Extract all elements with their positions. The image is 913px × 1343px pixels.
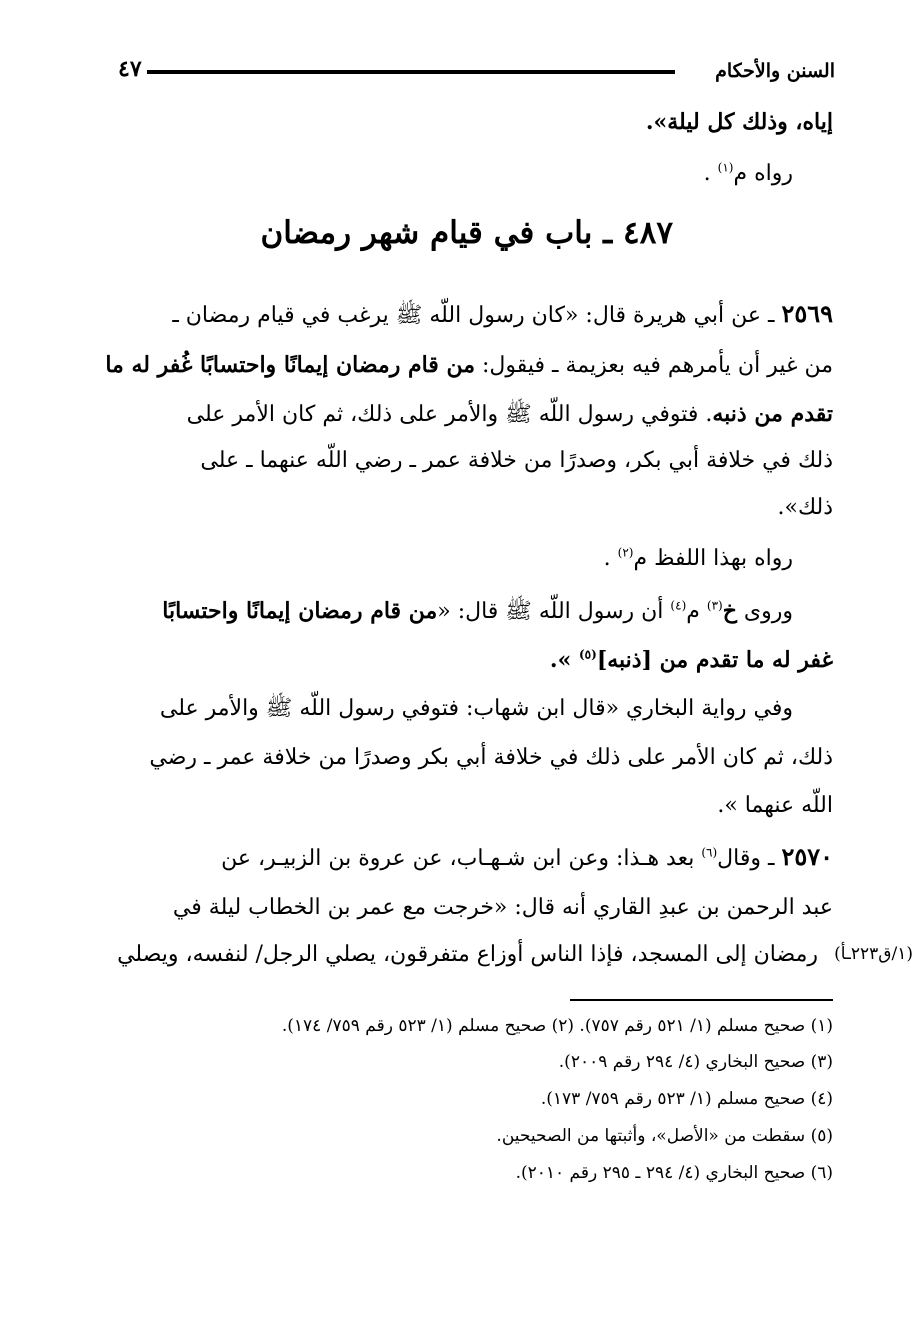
hadith-2570-line-2: عبد الرحمن بن عبدِ القاري أنه قال: «خرجت مع عمر بن الخطاب ليلة في: [172, 895, 833, 920]
footnote: (٥) سقطت من «الأصل»، وأثبتها من الصحيحين.: [496, 1126, 833, 1146]
footnote: (٣) صحيح البخاري (٤/ ٢٩٤ رقم ٢٠٠٩).: [558, 1052, 833, 1072]
footnote: (٤) صحيح مسلم (١/ ٥٢٣ رقم ٧٥٩/ ١٧٣).: [540, 1089, 833, 1109]
hadith-2570-line-3: رمضان إلى المسجد، فإذا الناس أوزاع متفرقون، يصلي الرجل/ لنفسه، ويصلي: [117, 942, 818, 967]
continuation-line: إياه، وذلك كل ليلة».: [645, 109, 833, 135]
narration-note: رواه بهذا اللفظ م$^{(٢)}$ .: [603, 545, 793, 571]
header-rule: [147, 70, 675, 74]
footnote: (٦) صحيح البخاري (٤/ ٢٩٤ ـ ٢٩٥ رقم ٢٠١٠).: [515, 1163, 833, 1183]
hadith-2569-line-3: تقدم من ذنبه. فتوفي رسول اللّه ﷺ والأمر على ذلك، ثم كان الأمر على: [186, 401, 833, 427]
manuscript-folio-marker: (١/ق٢٢٣ـأ): [834, 944, 913, 964]
hadith-number: ٢٥٧٠: [781, 842, 833, 871]
hadith-2569-line-5: ذلك».: [777, 495, 833, 520]
also-narrated-line-1: وروى خ$^{(٣)}$ م$^{(٤)}$ أن رسول اللّه ﷺ قال: «من قام رمضان إيمانًا واحتسابًا: [162, 598, 793, 624]
chapter-heading: ٤٨٧ ـ باب في قيام شهر رمضان: [260, 215, 673, 251]
bukhari-variant-line-2: ذلك، ثم كان الأمر على ذلك في خلافة أبي بكر وصدرًا من خلافة عمر ـ رضي: [149, 745, 833, 770]
hadith-2569-line-2: من غير أن يأمرهم فيه بعزيمة ـ فيقول: من قام رمضان إيمانًا واحتسابًا غُفر له ما: [105, 352, 833, 378]
hadith-2569-line-1: ٢٥٦٩ ـ عن أبي هريرة قال: «كان رسول اللّه ﷺ يرغب في قيام رمضان ـ: [172, 299, 833, 328]
bukhari-variant-line-1: وفي رواية البخاري «قال ابن شهاب: فتوفي رسول اللّه ﷺ والأمر على: [159, 696, 793, 721]
hadith-2570-line-1: ٢٥٧٠ ـ وقال$^{(٦)}$ بعد هـذا: وعن ابن شـهـاب، عن عروة بن الزبيـر، عن: [221, 842, 833, 871]
footnote-rule: [570, 999, 833, 1001]
running-title: السنن والأحكام: [715, 60, 835, 82]
hadith-number: ٢٥٦٩: [781, 299, 833, 328]
also-narrated-line-2: غفر له ما تقدم من [ذنبه]$^{(٥)}$ ».: [549, 647, 833, 673]
hadith-2569-line-4: ذلك في خلافة أبي بكر، وصدرًا من خلافة عمر ـ رضي اللّه عنهما ـ على: [200, 448, 833, 473]
page-number: ٤٧: [118, 56, 142, 82]
footnote: (١) صحيح مسلم (١/ ٥٢١ رقم ٧٥٧). (٢) صحيح مسلم (١/ ٥٢٣ رقم ٧٥٩/ ١٧٤).: [281, 1016, 833, 1036]
bukhari-variant-line-3: اللّه عنهما ».: [717, 793, 833, 818]
narration-note: رواه م$^{(١)}$ .: [703, 160, 793, 186]
